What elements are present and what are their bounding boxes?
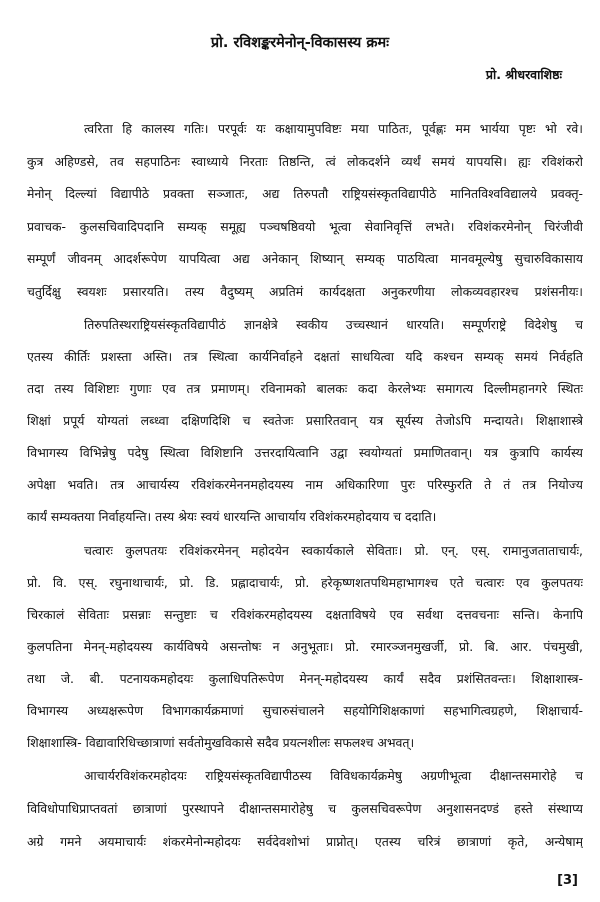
text-line: शिक्षां प्रपूर्य योग्यतां लब्ध्वा दक्षिणदिशि च स्वतेजः प्रसारितवान् यत्र सूर्यस्य तेजोऽपि मन्दायते। शिक्षाशास्त्रे (27, 413, 583, 428)
text-line: अपेक्षा भवति। तत्र आचार्यस्य रविशंकरमेननमहोदयस्य नाम अधिकारिणा पुरः परिस्फुरति ते तं तत्र नियोज्य (27, 477, 583, 492)
text-line: आचार्यरविशंकरमहोदयः राष्ट्रियसंस्कृतविद्यापीठस्य विविधकार्यक्रमेषु अग्रणीभूत्वा दीक्षान्तसमारोहे च (84, 768, 583, 783)
text-line: विविधोपाधिप्राप्तवतां छात्राणां पुरस्थापने दीक्षान्तसमारोहेषु च कुलसचिवरूपेण अनुशासनदण्डं हस्ते संस्थाप्य (27, 801, 583, 816)
text-line: चत्वारः कुलपतयः रविशंकरमेनन् महोदयेन स्वकार्यकाले सेविताः। प्रो. एन्. एस्. रामानुजताताचार्यः, (84, 543, 583, 558)
text-line: त्वरिता हि कालस्य गतिः। परपूर्वः यः कक्षायामुपविष्टः मया पाठितः, पूर्वह्णः मम भार्यया पृष्टः भो रवे। (84, 121, 583, 136)
text-line: तथा जे. बी. पटनायकमहोदयः कुलाधिपतिरूपेण मेनन्-महोदयस्य कार्यं सदैव प्रशंसितवन्तः। शिक्षाशास्त्र- (27, 671, 583, 686)
text-line: विभागस्य विभिन्नेषु पदेषु स्थित्वा विशिष्टानि उत्तरदायित्वानि उद्वा स्वयोग्यतां प्रमाणितवान्। यत्र कुत्रापि कार्यस्य (27, 445, 583, 460)
page-title: प्रो. रविशङ्करमेनोन्-विकासस्य क्रमः (210, 35, 390, 51)
text-line: प्रो. वि. एस्. रघुनाथाचार्यः, प्रो. डि. प्रह्लादाचार्यः, प्रो. हरेकृष्णशतपथिमहाभागश्च एते चत्वारः एव कुलपतयः (27, 575, 583, 590)
page-number: [3] (557, 873, 578, 888)
text-line: विभागस्य अध्यक्षरूपेण विभागकार्यक्रमाणां सुचारुसंचालने सहयोगिशिक्षकाणां सहभागित्वग्रहणे, शिक्षाचार्य- (27, 703, 583, 718)
author-name: प्रो. श्रीधरवाशिष्ठः (485, 67, 562, 82)
text-line: कुलपतिना मेनन्-महोदयस्य कार्यविषये असन्तोषः न अनुभूताः। प्रो. रमारञ्जनमुखर्जी, प्रो. बि. आर. पंचमुखी, (27, 639, 583, 654)
text-line: मेनोन् दिल्ल्यां विद्यापीठे प्रवक्ता सञ्जातः, अद्य तिरुपतौ राष्ट्रियसंस्कृतविद्यापीठे मानितविश्वविद्यालये प्रवक्तृ- (27, 186, 583, 201)
text-line: सम्पूर्णं जीवनम् आदर्शरूपेण यापयित्वा अद्य अनेकान् शिष्यान् सम्यक् पाठयित्वा मानवमूल्येषु सुचारुविकासाय (27, 251, 583, 266)
text-line: तिरुपतिस्थराष्ट्रियसंस्कृतविद्यापीठं ज्ञानक्षेत्रे स्वकीय उच्चस्थानं धारयति। सम्पूर्णराष्ट्रे विदेशेषु च (84, 317, 583, 332)
text-line: अग्रे गमने अयमाचार्यः शंकरमेनोन्महोदयः सर्वदेवशोभां प्राप्नोत्। एतस्य चरित्रं छात्राणां कृते, अन्येषाम् (27, 834, 583, 849)
text-line: चतुर्दिक्षु स्वयशः प्रसारयति। तस्य वैदुष्यम् अप्रतिमं कार्यदक्षता अनुकरणीया लोकव्यवहारश्च प्रशंसनीयः। (27, 284, 583, 299)
text-line: एतस्य कीर्तिः प्रशस्ता अस्ति। तत्र स्थित्वा कार्यनिर्वाहने दक्षतां साधयित्वा यदि कश्चन सम्यक् समयं निर्वहति (27, 349, 583, 364)
text-line: शिक्षाशास्त्रि- विद्यावारिधिच्छात्राणां सर्वतोमुखविकासे सदैव प्रयत्नशीलः सफलश्च अभवत्। (27, 735, 415, 750)
text-line: तदा तस्य विशिष्टाः गुणाः एव तत्र प्रमाणम्। रविनामको बालकः कदा केरलेभ्यः समागत्य दिल्लीमहानगरे स्थितः (27, 381, 583, 396)
text-line: प्रवाचक- कुलसचिवादिपदानि सम्यक् समूह्य पञ्चषष्ठिवयो भूत्वा सेवानिवृत्तिं लभते। रविशंकरमेनोन् चिरंजीवी (27, 219, 583, 234)
text-line: कुत्र अहिण्डसे, तव सहपाठिनः स्वाध्याये निरताः तिष्ठन्ति, त्वं लोकदर्शने व्यर्थं समयं यापयसि। ह्यः रविशंकरो (27, 154, 583, 169)
text-line: कार्यं सम्यक्तया निर्वाहयन्ति। तस्य श्रेयः स्वयं धारयन्ति आचार्याय रविशंकरमहोदयाय च ददाति। (27, 509, 437, 524)
text-line: चिरकालं सेविताः प्रसन्नाः सन्तुष्टाः च रविशंकरमहोदयस्य दक्षताविषये एव सर्वथा दत्तवचनाः सन्ति। केनापि (27, 607, 583, 622)
